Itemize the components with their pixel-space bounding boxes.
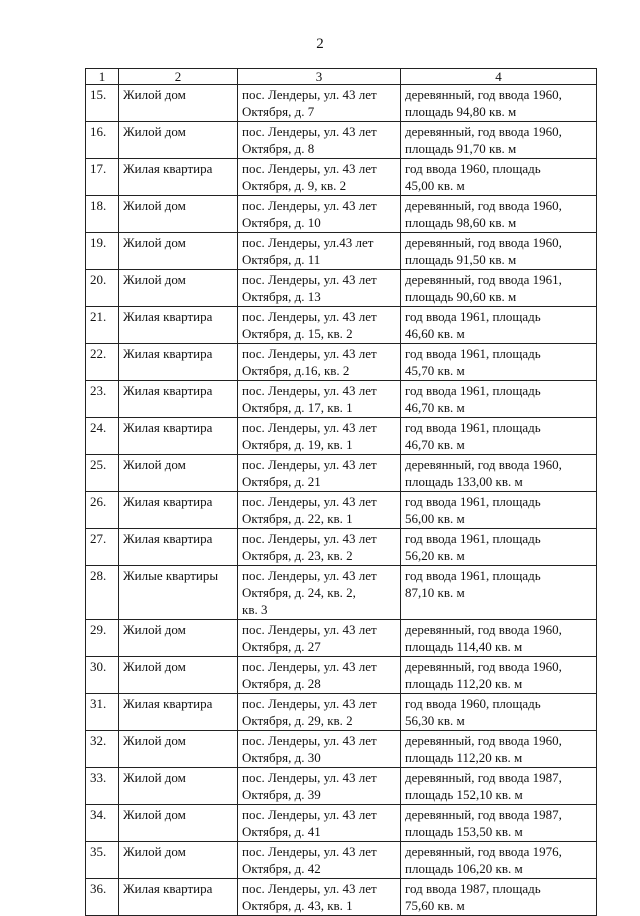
description-cell: год ввода 1960, площадь 45,00 кв. м	[401, 159, 597, 196]
table-row	[86, 657, 597, 694]
object-name-cell: Жилая квартира	[119, 344, 238, 381]
table-row	[86, 418, 597, 455]
row-number-cell: 17.	[86, 159, 119, 196]
table-row	[86, 307, 597, 344]
row-number-cell: 34.	[86, 805, 119, 842]
object-name-cell: Жилой дом	[119, 85, 238, 122]
description-cell: год ввода 1961, площадь 46,70 кв. м	[401, 381, 597, 418]
row-number-cell: 29.	[86, 620, 119, 657]
address-cell: пос. Лендеры, ул. 43 лет Октября, д. 41	[238, 805, 401, 842]
description-cell: год ввода 1961, площадь 45,70 кв. м	[401, 344, 597, 381]
row-number-cell: 32.	[86, 731, 119, 768]
row-number-cell: 25.	[86, 455, 119, 492]
row-number-cell: 31.	[86, 694, 119, 731]
description-cell: год ввода 1961, площадь 56,00 кв. м	[401, 492, 597, 529]
address-cell: пос. Лендеры, ул. 43 лет Октября, д. 39	[238, 768, 401, 805]
description-cell: деревянный, год ввода 1960, площадь 114,40 кв. м	[401, 620, 597, 657]
object-name-cell: Жилой дом	[119, 122, 238, 159]
table-row	[86, 455, 597, 492]
address-cell: пос. Лендеры, ул. 43 лет Октября, д. 28	[238, 657, 401, 694]
row-number-cell: 35.	[86, 842, 119, 879]
row-number-cell: 18.	[86, 196, 119, 233]
address-cell: пос. Лендеры, ул. 43 лет Октября, д. 43, кв. 1	[238, 879, 401, 916]
table-row	[86, 620, 597, 657]
address-cell: пос. Лендеры, ул. 43 лет Октября, д. 42	[238, 842, 401, 879]
property-table	[85, 68, 597, 916]
address-cell: пос. Лендеры, ул. 43 лет Октября, д.16, кв. 2	[238, 344, 401, 381]
object-name-cell: Жилой дом	[119, 196, 238, 233]
table-row	[86, 805, 597, 842]
address-cell: пос. Лендеры, ул. 43 лет Октября, д. 22, кв. 1	[238, 492, 401, 529]
object-name-cell: Жилая квартира	[119, 879, 238, 916]
table-row	[86, 694, 597, 731]
address-cell: пос. Лендеры, ул. 43 лет Октября, д. 13	[238, 270, 401, 307]
table-header-row	[86, 69, 597, 85]
row-number-cell: 26.	[86, 492, 119, 529]
address-cell: пос. Лендеры, ул. 43 лет Октября, д. 7	[238, 85, 401, 122]
page-number: 2	[316, 36, 324, 52]
table-row	[86, 196, 597, 233]
row-number-cell: 30.	[86, 657, 119, 694]
description-cell: год ввода 1961, площадь 87,10 кв. м	[401, 566, 597, 620]
object-name-cell: Жилые квартиры	[119, 566, 238, 620]
row-number-cell: 23.	[86, 381, 119, 418]
description-cell: год ввода 1987, площадь 75,60 кв. м	[401, 879, 597, 916]
object-name-cell: Жилая квартира	[119, 381, 238, 418]
table-row	[86, 122, 597, 159]
table-row	[86, 842, 597, 879]
object-name-cell: Жилой дом	[119, 657, 238, 694]
address-cell: пос. Лендеры, ул. 43 лет Октября, д. 9, кв. 2	[238, 159, 401, 196]
object-name-cell: Жилая квартира	[119, 307, 238, 344]
table-row	[86, 233, 597, 270]
description-cell: деревянный, год ввода 1960, площадь 91,50 кв. м	[401, 233, 597, 270]
object-name-cell: Жилая квартира	[119, 492, 238, 529]
address-cell: пос. Лендеры, ул. 43 лет Октября, д. 27	[238, 620, 401, 657]
table-row	[86, 492, 597, 529]
address-cell: пос. Лендеры, ул.43 лет Октября, д. 11	[238, 233, 401, 270]
description-cell: деревянный, год ввода 1960, площадь 133,00 кв. м	[401, 455, 597, 492]
description-cell: деревянный, год ввода 1960, площадь 112,20 кв. м	[401, 657, 597, 694]
address-cell: пос. Лендеры, ул. 43 лет Октября, д. 19, кв. 1	[238, 418, 401, 455]
row-number-cell: 21.	[86, 307, 119, 344]
table-row	[86, 529, 597, 566]
table-row	[86, 381, 597, 418]
table-row	[86, 879, 597, 916]
object-name-cell: Жилой дом	[119, 768, 238, 805]
description-cell: год ввода 1961, площадь 46,70 кв. м	[401, 418, 597, 455]
row-number-cell: 22.	[86, 344, 119, 381]
address-cell: пос. Лендеры, ул. 43 лет Октября, д. 30	[238, 731, 401, 768]
row-number-cell: 20.	[86, 270, 119, 307]
address-cell: пос. Лендеры, ул. 43 лет Октября, д. 24, кв. 2, кв. 3	[238, 566, 401, 620]
description-cell: деревянный, год ввода 1960, площадь 94,80 кв. м	[401, 85, 597, 122]
row-number-cell: 36.	[86, 879, 119, 916]
description-cell: год ввода 1960, площадь 56,30 кв. м	[401, 694, 597, 731]
object-name-cell: Жилой дом	[119, 805, 238, 842]
description-cell: год ввода 1961, площадь 46,60 кв. м	[401, 307, 597, 344]
address-cell: пос. Лендеры, ул. 43 лет Октября, д. 10	[238, 196, 401, 233]
row-number-cell: 19.	[86, 233, 119, 270]
object-name-cell: Жилая квартира	[119, 418, 238, 455]
object-name-cell: Жилой дом	[119, 455, 238, 492]
address-cell: пос. Лендеры, ул. 43 лет Октября, д. 17, кв. 1	[238, 381, 401, 418]
table-body	[86, 85, 597, 916]
address-cell: пос. Лендеры, ул. 43 лет Октября, д. 29, кв. 2	[238, 694, 401, 731]
table-row	[86, 85, 597, 122]
object-name-cell: Жилой дом	[119, 270, 238, 307]
description-cell: год ввода 1961, площадь 56,20 кв. м	[401, 529, 597, 566]
description-cell: деревянный, год ввода 1987, площадь 153,50 кв. м	[401, 805, 597, 842]
address-cell: пос. Лендеры, ул. 43 лет Октября, д. 21	[238, 455, 401, 492]
description-cell: деревянный, год ввода 1961, площадь 90,60 кв. м	[401, 270, 597, 307]
description-cell: деревянный, год ввода 1987, площадь 152,10 кв. м	[401, 768, 597, 805]
table-row	[86, 731, 597, 768]
description-cell: деревянный, год ввода 1960, площадь 91,70 кв. м	[401, 122, 597, 159]
table-row	[86, 566, 597, 620]
address-cell: пос. Лендеры, ул. 43 лет Октября, д. 15, кв. 2	[238, 307, 401, 344]
table-row	[86, 344, 597, 381]
description-cell: деревянный, год ввода 1976, площадь 106,20 кв. м	[401, 842, 597, 879]
row-number-cell: 24.	[86, 418, 119, 455]
object-name-cell: Жилая квартира	[119, 159, 238, 196]
description-cell: деревянный, год ввода 1960, площадь 98,60 кв. м	[401, 196, 597, 233]
table-row	[86, 270, 597, 307]
row-number-cell: 27.	[86, 529, 119, 566]
column-header-3: 3	[238, 69, 401, 85]
address-cell: пос. Лендеры, ул. 43 лет Октября, д. 8	[238, 122, 401, 159]
object-name-cell: Жилая квартира	[119, 529, 238, 566]
object-name-cell: Жилой дом	[119, 620, 238, 657]
column-header-4: 4	[401, 69, 597, 85]
row-number-cell: 16.	[86, 122, 119, 159]
row-number-cell: 28.	[86, 566, 119, 620]
table-row	[86, 159, 597, 196]
description-cell: деревянный, год ввода 1960, площадь 112,20 кв. м	[401, 731, 597, 768]
row-number-cell: 33.	[86, 768, 119, 805]
table-row	[86, 768, 597, 805]
row-number-cell: 15.	[86, 85, 119, 122]
column-header-1: 1	[86, 69, 119, 85]
object-name-cell: Жилой дом	[119, 233, 238, 270]
object-name-cell: Жилая квартира	[119, 694, 238, 731]
object-name-cell: Жилой дом	[119, 731, 238, 768]
address-cell: пос. Лендеры, ул. 43 лет Октября, д. 23, кв. 2	[238, 529, 401, 566]
column-header-2: 2	[119, 69, 238, 85]
object-name-cell: Жилой дом	[119, 842, 238, 879]
